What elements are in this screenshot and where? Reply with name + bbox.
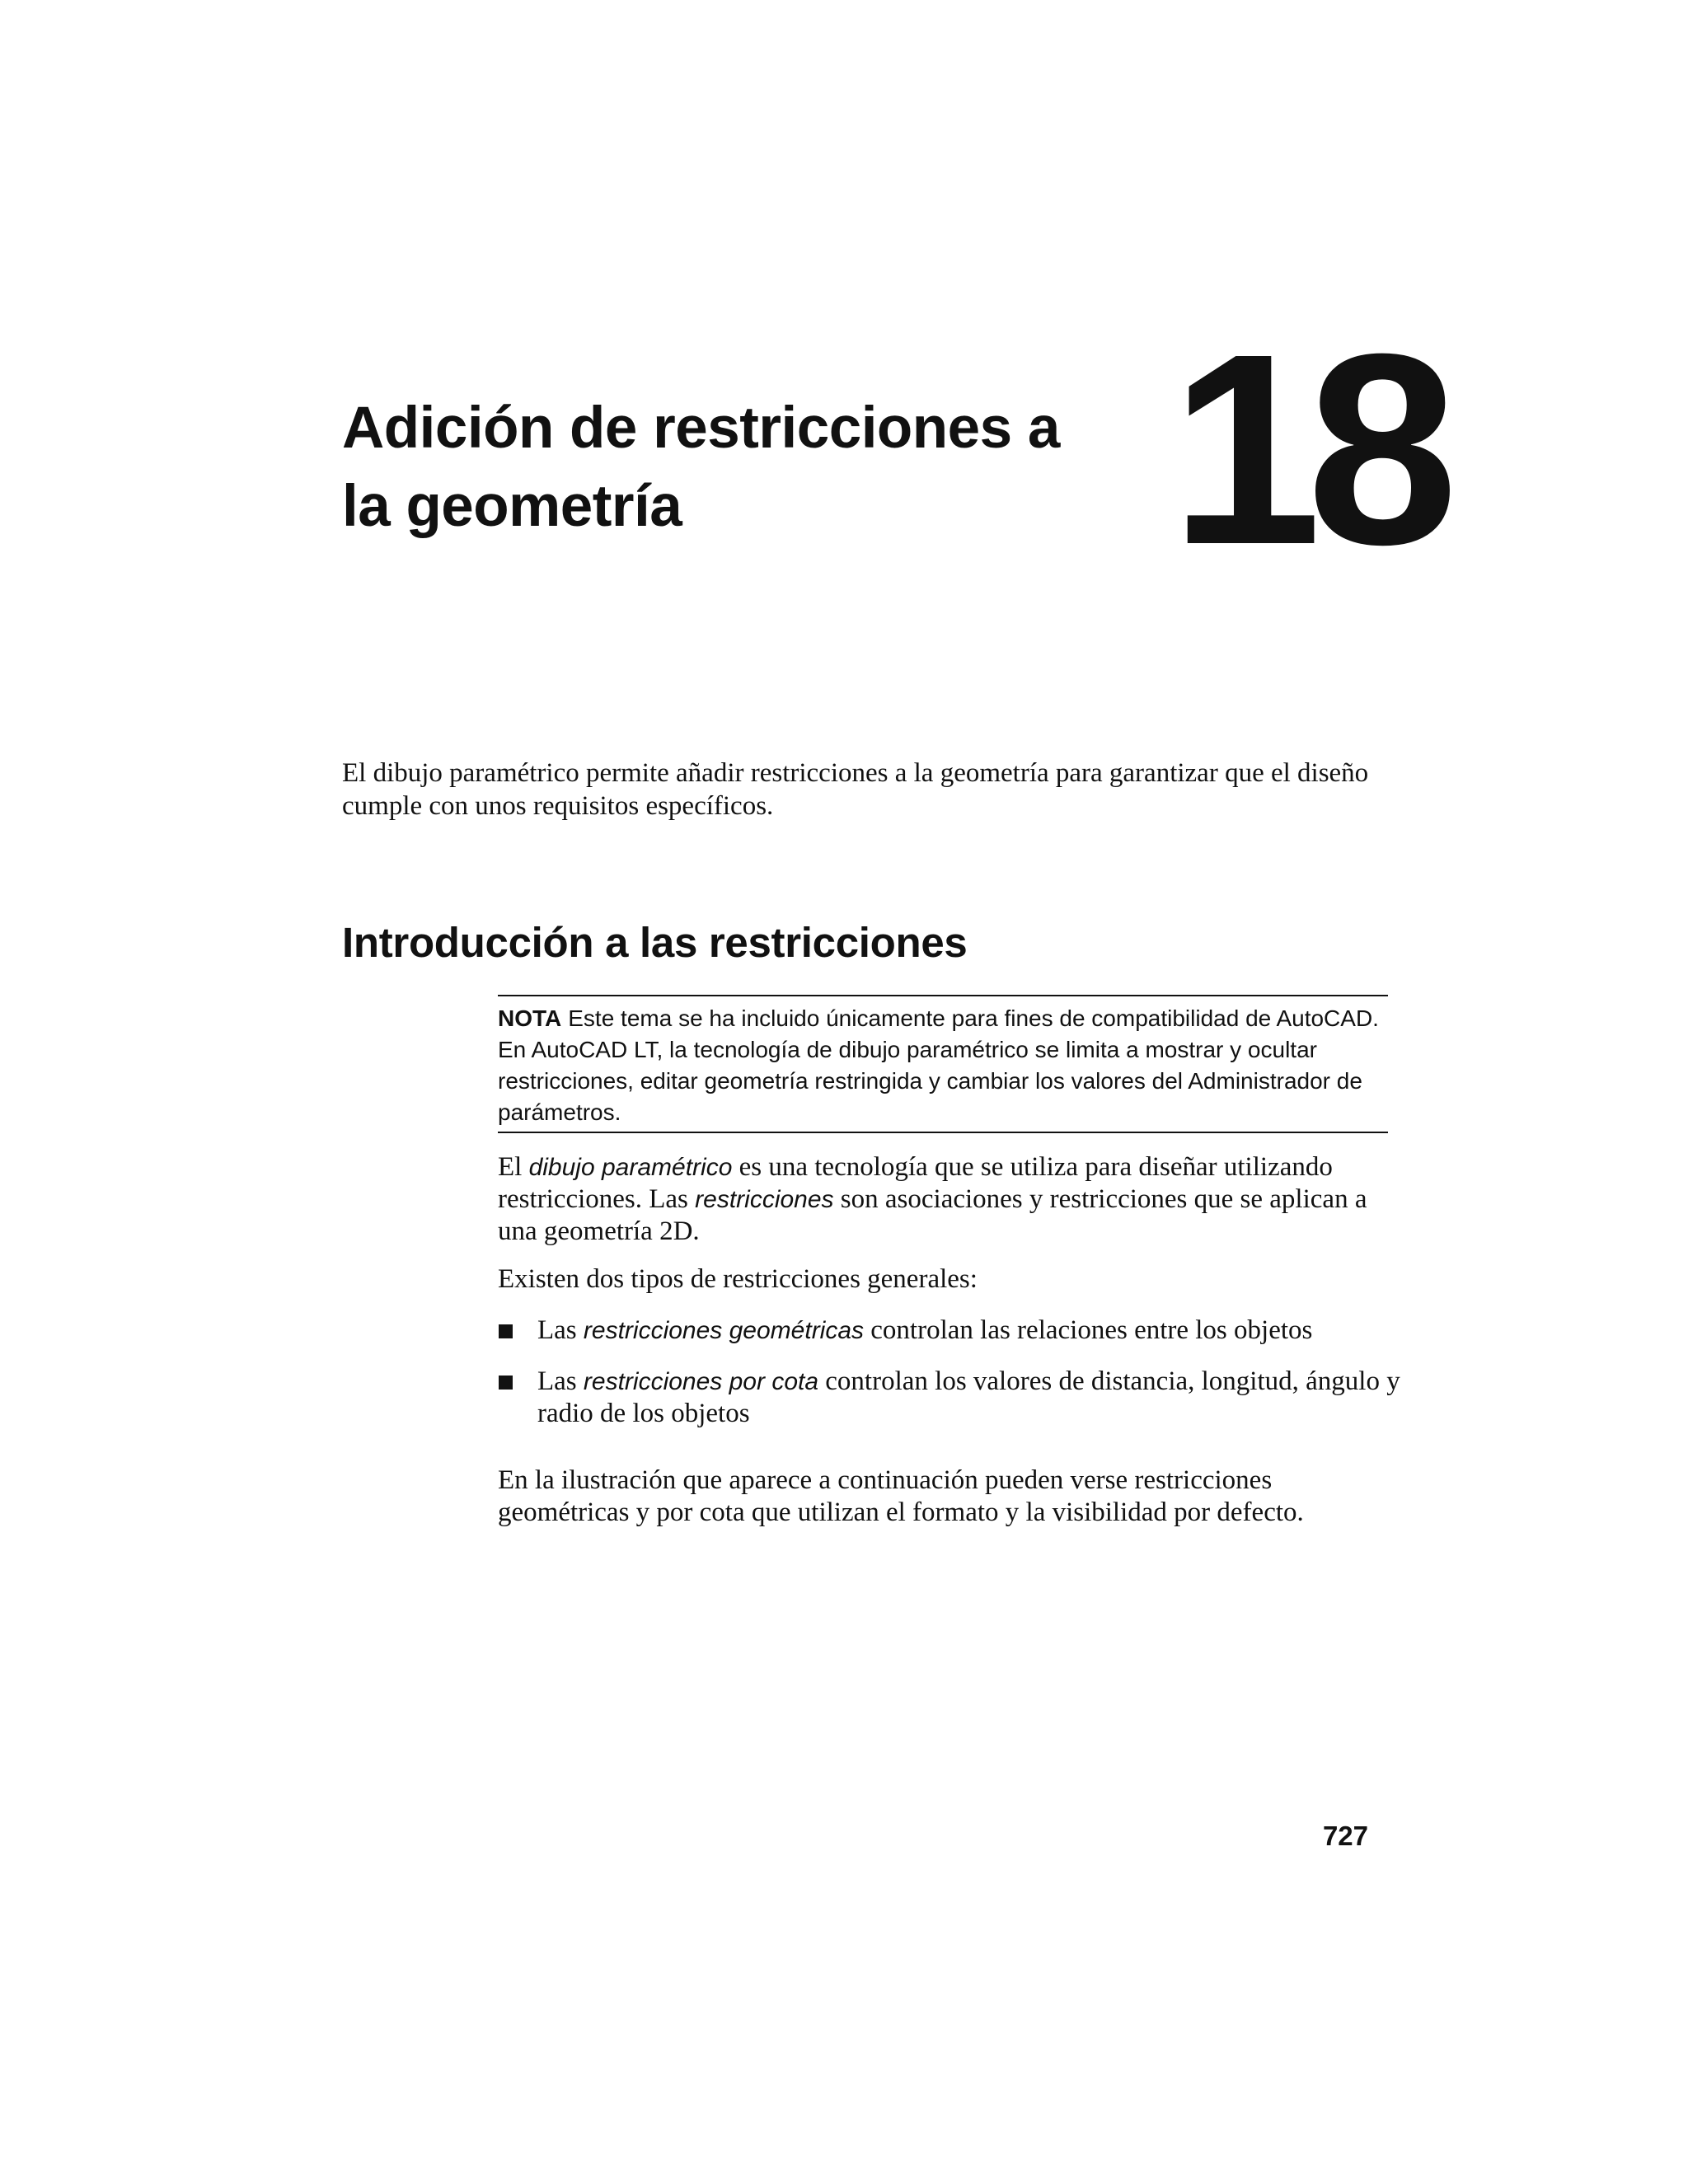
- list-item-text: [537, 1366, 1403, 1430]
- bullet-2-suffix: controlan los valores de distancia, longitud, ángulo y radio de los objetos: [537, 1366, 1400, 1428]
- section-heading: Introducción a las restricciones: [342, 919, 968, 966]
- body-paragraph-types: Existen dos tipos de restricciones generales:: [498, 1264, 978, 1294]
- bullet-2-prefix: Las: [537, 1366, 584, 1396]
- body-paragraph-illustration: En la ilustración que aparece a continuación pueden verse restricciones geométricas y por cota que utilizan el formato y la visibilidad por defecto.: [498, 1465, 1304, 1527]
- bullet-1-suffix: controlan las relaciones entre los objetos: [864, 1315, 1313, 1345]
- note-label: NOTA: [498, 1005, 562, 1031]
- para-1-emphasis-1: dibujo paramétrico: [528, 1154, 733, 1181]
- para-1-emphasis-2: restricciones: [695, 1186, 834, 1213]
- chapter-title-line-1: Adición de restricciones a: [342, 396, 1060, 461]
- chapter-title: [342, 389, 1084, 546]
- bullet-1-emphasis: restricciones geométricas: [583, 1317, 865, 1344]
- bullet-1-prefix: Las: [537, 1315, 584, 1345]
- page-number: 727: [1322, 1821, 1368, 1851]
- chapter-number: 18: [1170, 297, 1444, 601]
- para-1-text-2: es una tecnología que se utiliza para diseñar utilizando restricciones. Las: [498, 1152, 1333, 1214]
- intro-paragraph: El dibujo paramétrico permite añadir restricciones a la geometría para garantizar que el diseño cumple con unos requisitos específicos.: [342, 758, 1369, 821]
- body-paragraph-parametric: [498, 1151, 1396, 1248]
- bullet-square-icon: [499, 1376, 513, 1390]
- para-1-text-1: El: [498, 1152, 529, 1182]
- chapter-title-line-2: la geometría: [342, 474, 682, 539]
- bullet-2-emphasis: restricciones por cota: [583, 1368, 819, 1395]
- bullet-square-icon: [499, 1324, 513, 1338]
- note-text: Este tema se ha incluido únicamente para fines de compatibilidad de AutoCAD. En AutoCAD LT, la tecnología de dibujo paramétrico se limita a mostrar y ocultar restricciones, editar geometría restringida y cambiar los valores del Administrador de parámetros.: [498, 1005, 1379, 1125]
- note-box: [498, 995, 1388, 1133]
- list-item-text: [537, 1315, 1403, 1347]
- para-1-text-3: son asociaciones y restricciones que se aplican a una geometría 2D.: [498, 1184, 1367, 1246]
